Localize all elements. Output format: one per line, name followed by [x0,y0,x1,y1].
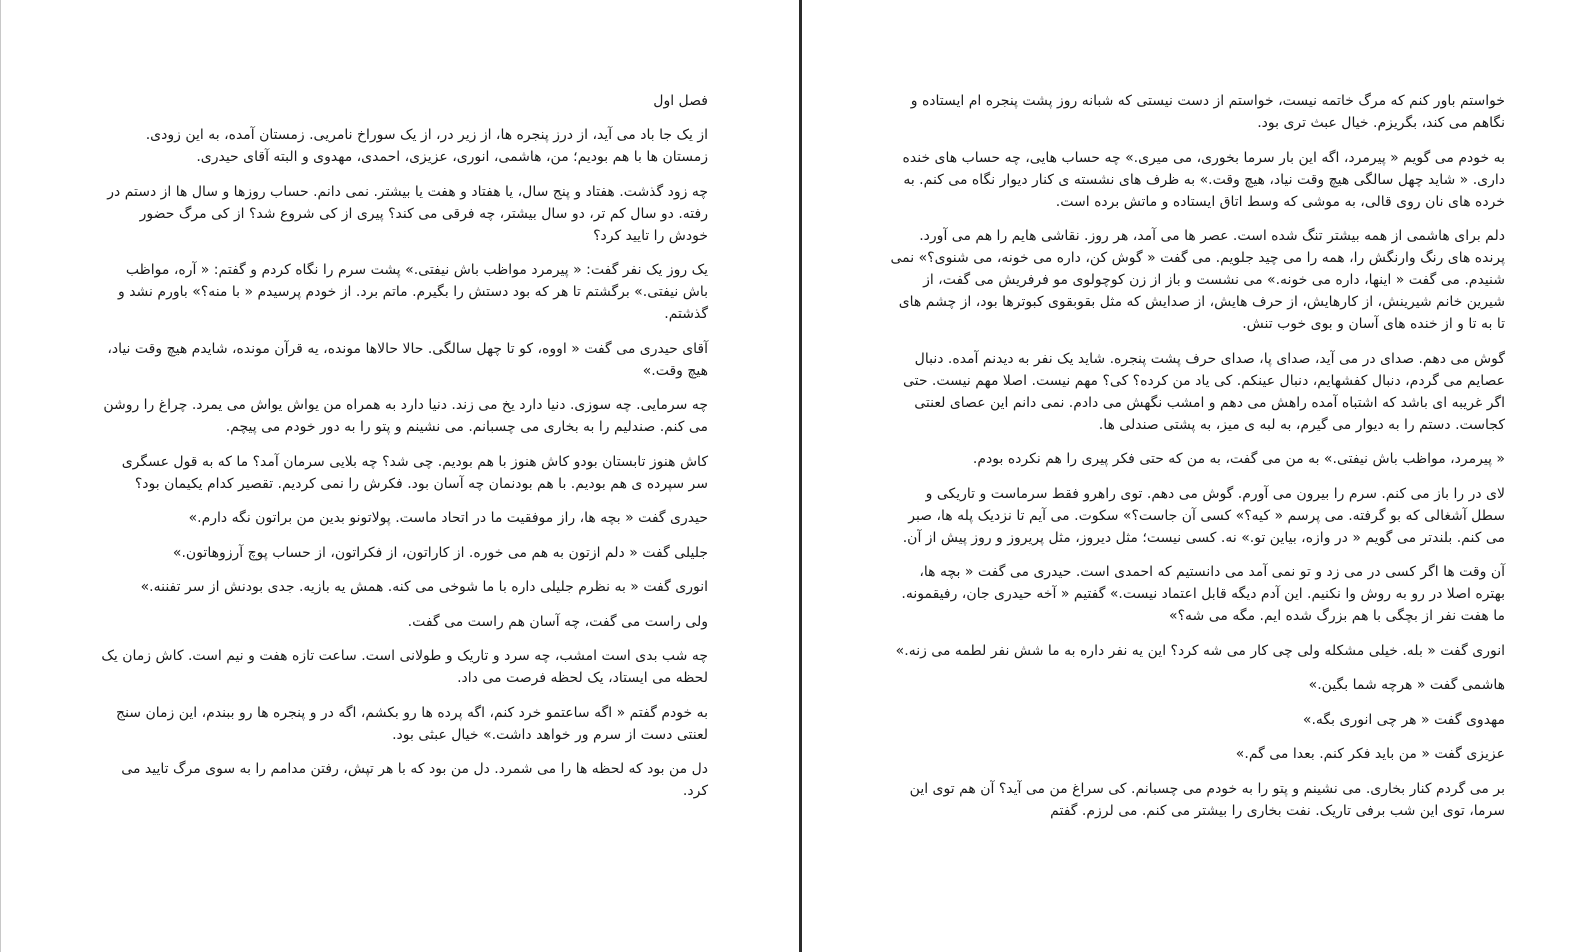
paragraph: مهدوی گفت « هر چی انوری بگه.» [1302,711,1505,728]
paragraph: از یک جا باد می آید، از درز پنجره ها، از زیر در، از یک سوراخ نامریی. زمستان آمده، به این زودی. زمستان ها با هم بودیم؛ من، هاشمی، انوری، عزیزی، احمدی، مهدوی و البته آقای حیدری. [145,127,708,165]
paragraph: انوری گفت « به نظرم جلیلی داره با ما شوخی می کنه. همش یه بازیه. جدی بودنش از سر تفننه.» [140,579,708,595]
left-page [2,0,798,952]
paragraph: حیدری گفت « بچه ها، راز موفقیت ما در اتحاد ماست. پولاتونو بدین من براتون نگه دارم.» [188,510,708,526]
paragraph: چه زود گذشت. هفتاد و پنج سال، یا هفتاد و هفت یا بیشتر. نمی دانم. حساب روزها و سال ها از دستم در رفته. دو سال کم تر، دو سال بیشتر، چه فرقی می کند؟ پیری از کی شروع شد؟ از کی مرگ حضور خودش را تایید کرد؟ [107,183,708,244]
page-divider [799,0,802,952]
paragraph: عزیزی گفت « من باید فکر کنم. بعدا می گم.» [1235,746,1505,762]
right-page [803,0,1591,952]
paragraph: گوش می دهم. صدای در می آید، صدای پا، صدای حرف پشت پنجره. شاید یک نفر به دیدنم آمده. دنبال عصایم می گردم، دنبال کفشهایم، دنبال عینکم. کی یاد من کرده؟ کی؟ مهم نیست. اصلا مهم نیست. حتی اگر غریبه ای باشد که اشتباه آمده راهش می دهم و امشب نگهش می دادم. نمی دانم این عصای لعنتی کجاست. دستم را به دیوار می گیرم، به لبه ی میز، به پشتی صندلی ها. [902,350,1505,433]
paragraph: چه شب بدی است امشب، چه سرد و تاریک و طولانی است. ساعت تازه هفت و نیم است. کاش زمان یک لحظه می ایستاد، یک لحظه فرصت می داد. [101,648,708,686]
paragraph: ولی راست می گفت، چه آسان هم راست می گفت. [407,613,708,630]
paragraph: لای در را باز می کنم. سرم را بیرون می آورم. گوش می دهم. توی راهرو فقط سرماست و تاریکی و سطل آشغالی که بو گرفته. می پرسم « کیه؟» کسی آن جاست؟» سکوت. می آیم تا نزدیک پله ها، صبر می کنم. بلندتر می گویم « در وازه، بیاین تو.» نه. کسی نیست؛ مثل دیروز، مثل پریروز و روز پیش از آن. [902,485,1505,546]
right-page-text [890,90,1505,834]
paragraph: یک روز یک نفر گفت: « پیرمرد مواظب باش نیفتی.» پشت سرم را نگاه کردم و گفتم: « آره، مواظب باش نیفتی.» برگشتم تا هر که بود دستش را بگیرم. ماتم برد. از خودم پرسیدم « با منه؟» باورم نشد و گذشتم. [118,262,708,322]
paragraph: چه سرمایی. چه سوزی. دنیا دارد یخ می زند. دنیا دارد به همراه من یواش یواش می یمرد. چراغ را روشن می کنم. صندلیم را به بخاری می چسبانم. می نشینم و پتو را به دور خودم می پیچم. [103,397,708,435]
page-edge [0,0,1,952]
paragraph: خواستم باور کنم که مرگ خاتمه نیست، خواستم از دست نیستی که شبانه روز پشت پنجره ام ایستاده و نگاهم می کند، بگریزم. خیال عبث تری بود. [910,93,1505,131]
paragraph: بر می گردم کنار بخاری. می نشینم و پتو را به خودم می چسبانم. کی سراغ من می آید؟ آن هم توی این سرما، توی این شب برفی تاریک. نفت بخاری را بیشتر می کنم. می لرزم. گفتم [909,780,1505,819]
paragraph: دلم برای هاشمی از همه بیشتر تنگ شده است. عصر ها می آمد، هر روز. نقاشی هایم را هم می آورد. پرنده های رنگ وارنگش را، همه را می چید جلویم. می گفت « گوش کن، داره می خونه، می شنوی؟» نمی شنیدم. می گفت « اینها، داره می خونه.» می نشست و باز از زن کوچولوی مو فرفریش می گفت، از شیرین خانم شیرینش، از کارهایش، از حرف هایش، از صدایش که مثل بقوبقوی کبوترها بود، از چشم های تا به تا و از خنده های آسان و بوی خوب تنش. [890,228,1505,332]
paragraph: به خودم می گویم « پیرمرد، اگه این بار سرما بخوری، می میری.» چه حساب هایی، چه حساب های خنده داری. « شاید چهل سالگی هیچ وقت نیاد، هیچ وقت.» به ظرف های نشسته ی کنار دیوار نگاه می کنم. به خرده های نان روی قالی، به موشی که وسط اتاق ایستاده و ماتش برده است. [902,149,1505,210]
paragraph: دل من بود که لحظه ها را می شمرد. دل من بود که با هر تپش، رفتن مدامم را به سوی مرگ تایید می کرد. [121,761,708,799]
paragraph: به خودم گفتم « اگه ساعتمو خرد کنم، اگه پرده ها رو بکشم، اگه در و پنجره ها رو ببندم، این زمان سنج لعنتی دست از سرم ور خواهد داشت.» خیال عبثی بود. [116,704,708,743]
left-page-text [98,90,708,815]
paragraph: آن وقت ها اگر کسی در می زد و تو نمی آمد می دانستیم که احمدی است. حیدری می گفت « بچه ها، بهتره اصلا در رو به روش وا نکنیم. این آدم دیگه قابل اعتماد نیست.» گفتیم « آخه حیدری جان، رفیقمونه. ما هفت نفر از بچگی با هم بزرگ شده ایم. مگه می شه؟» [901,564,1505,624]
paragraph: جلیلی گفت « دلم ازتون به هم می خوره. از کاراتون، از فکراتون، از حساب پوچ آرزوهاتون.» [172,544,708,561]
paragraph: « پیرمرد، مواظب باش نیفتی.» به من می گفت، به من که حتی فکر پیری را هم نکرده بودم. [972,451,1505,467]
chapter-title: فصل اول [653,93,708,109]
paragraph: کاش هنوز تابستان بودو کاش هنوز با هم بودیم. چی شد؟ چه بلایی سرمان آمد؟ ما که به قول عسگری سر سپرده ی هم بودیم. با هم بودنمان چه آسان بود. فکرش را نمی کردیم. تقصیر کدام یکیمان بود؟ [121,453,708,492]
paragraph: انوری گفت « بله. خیلی مشکله ولی چی کار می شه کرد؟ این یه نفر داره به ما شش نفر لطمه می زنه.» [895,642,1505,659]
paragraph: آقای حیدری می گفت « اووه، کو تا چهل سالگی. حالا حالاها مونده، یه قرآن مونده، شایدم هیچ وقت نیاد، هیچ وقت.» [107,340,708,379]
paragraph: هاشمی گفت « هرچه شما بگین.» [1308,677,1505,693]
